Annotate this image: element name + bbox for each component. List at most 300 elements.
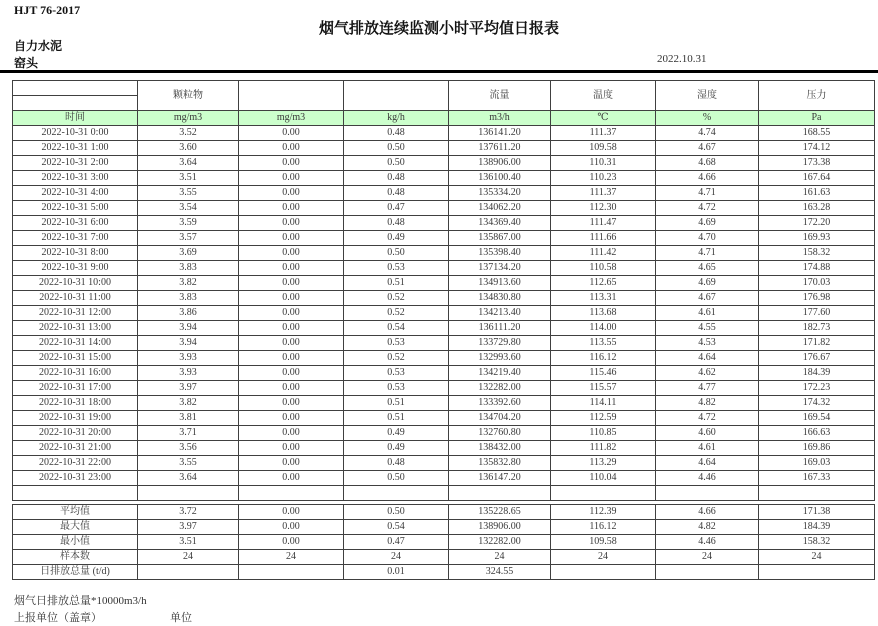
company-name: 自力水泥 [14,39,63,53]
value-cell: 24 [239,550,344,565]
value-cell: 115.57 [551,381,656,396]
value-cell: 173.38 [759,156,875,171]
value-cell: 4.46 [656,471,759,486]
value-cell: 0.54 [344,321,449,336]
time-cell: 2022-10-31 6:00 [13,216,138,231]
value-cell: 4.72 [656,201,759,216]
value-cell: 4.61 [656,441,759,456]
value-cell: 135228.65 [449,505,551,520]
table-row [13,186,875,201]
group-header-humidity: 湿度 [656,81,759,111]
value-cell: 4.46 [656,535,759,550]
time-cell: 2022-10-31 0:00 [13,126,138,141]
value-cell [656,486,759,501]
value-cell: 0.50 [344,156,449,171]
value-cell: 113.31 [551,291,656,306]
value-cell: 0.50 [344,505,449,520]
value-cell: 0.00 [239,441,344,456]
value-cell: 0.00 [239,306,344,321]
table-row [13,366,875,381]
value-cell: 4.69 [656,276,759,291]
value-cell: 0.49 [344,426,449,441]
value-cell: 0.50 [344,141,449,156]
value-cell: 3.54 [138,201,239,216]
hourly-data-table [12,80,875,501]
value-cell: 171.38 [759,505,875,520]
table-row [13,565,875,580]
value-cell: 110.31 [551,156,656,171]
value-cell: 4.60 [656,426,759,441]
value-cell: 0.00 [239,520,344,535]
value-cell: 0.00 [239,426,344,441]
value-cell: 0.53 [344,261,449,276]
value-cell: 110.04 [551,471,656,486]
value-cell: 0.48 [344,126,449,141]
value-cell: 135398.40 [449,246,551,261]
value-cell: 137611.20 [449,141,551,156]
value-cell: 134213.40 [449,306,551,321]
corner-cell-bottom [13,96,138,111]
value-cell: 0.51 [344,276,449,291]
daily-total-note: 烟气日排放总量*10000m3/h [14,595,147,607]
value-cell: 0.00 [239,261,344,276]
value-cell [656,565,759,580]
value-cell: 116.12 [551,351,656,366]
value-cell: 0.54 [344,520,449,535]
value-cell: 4.66 [656,171,759,186]
value-cell: 182.73 [759,321,875,336]
value-cell: 0.00 [239,351,344,366]
corner-cell-top [13,81,138,96]
value-cell: 115.46 [551,366,656,381]
unit-mg: mg/m3 [239,111,344,126]
value-cell: 132282.00 [449,381,551,396]
value-cell: 134219.40 [449,366,551,381]
value-cell: 111.47 [551,216,656,231]
value-cell: 109.58 [551,141,656,156]
group-header-temperature: 温度 [551,81,656,111]
value-cell: 174.88 [759,261,875,276]
value-cell: 0.00 [239,231,344,246]
value-cell: 3.94 [138,336,239,351]
value-cell: 3.55 [138,186,239,201]
group-header-pm: 颗粒物 [138,81,239,111]
value-cell: 0.51 [344,411,449,426]
value-cell: 134704.20 [449,411,551,426]
value-cell: 24 [759,550,875,565]
value-cell [239,565,344,580]
table-row [13,321,875,336]
unit-m3h: m3/h [449,111,551,126]
unit-celsius: ℃ [551,111,656,126]
value-cell: 24 [656,550,759,565]
value-cell: 3.86 [138,306,239,321]
value-cell: 114.11 [551,396,656,411]
value-cell: 3.52 [138,126,239,141]
time-cell: 2022-10-31 16:00 [13,366,138,381]
value-cell: 0.48 [344,186,449,201]
value-cell: 4.61 [656,306,759,321]
value-cell: 184.39 [759,366,875,381]
value-cell: 172.20 [759,216,875,231]
table-row [13,535,875,550]
unit-pa: Pa [759,111,875,126]
value-cell: 113.29 [551,456,656,471]
value-cell: 113.55 [551,336,656,351]
value-cell: 4.62 [656,366,759,381]
units-header-row [13,111,875,126]
value-cell: 0.48 [344,456,449,471]
time-cell: 2022-10-31 1:00 [13,141,138,156]
time-cell: 2022-10-31 19:00 [13,411,138,426]
value-cell: 171.82 [759,336,875,351]
time-cell: 2022-10-31 23:00 [13,471,138,486]
value-cell: 166.63 [759,426,875,441]
value-cell: 109.58 [551,535,656,550]
value-cell: 112.65 [551,276,656,291]
summary-label-cell: 最小值 [13,535,138,550]
value-cell: 4.71 [656,186,759,201]
value-cell: 3.94 [138,321,239,336]
time-cell: 2022-10-31 10:00 [13,276,138,291]
value-cell: 136111.20 [449,321,551,336]
value-cell: 0.00 [239,336,344,351]
value-cell: 4.82 [656,396,759,411]
value-cell: 0.50 [344,246,449,261]
value-cell: 0.00 [239,246,344,261]
value-cell: 0.53 [344,381,449,396]
table-row [13,201,875,216]
value-cell: 110.23 [551,171,656,186]
value-cell: 0.00 [239,276,344,291]
value-cell: 0.49 [344,441,449,456]
value-cell: 132282.00 [449,535,551,550]
table-row [13,550,875,565]
table-row [13,456,875,471]
value-cell: 0.00 [239,141,344,156]
value-cell: 133392.60 [449,396,551,411]
value-cell: 0.00 [239,471,344,486]
value-cell [759,565,875,580]
value-cell: 0.52 [344,291,449,306]
value-cell: 4.65 [656,261,759,276]
value-cell: 4.64 [656,351,759,366]
value-cell: 24 [551,550,656,565]
time-cell: 2022-10-31 2:00 [13,156,138,171]
value-cell [449,486,551,501]
value-cell: 136147.20 [449,471,551,486]
value-cell: 170.03 [759,276,875,291]
value-cell: 24 [344,550,449,565]
report-date: 2022.10.31 [657,53,707,65]
value-cell: 0.00 [239,216,344,231]
value-cell: 112.59 [551,411,656,426]
value-cell: 0.00 [239,201,344,216]
table-row [13,441,875,456]
value-cell: 0.52 [344,351,449,366]
value-cell: 4.74 [656,126,759,141]
value-cell: 3.93 [138,351,239,366]
value-cell: 110.85 [551,426,656,441]
table-row [13,471,875,486]
value-cell: 0.00 [239,291,344,306]
value-cell: 3.97 [138,520,239,535]
value-cell: 3.83 [138,291,239,306]
group-header-blank-2 [344,81,449,111]
value-cell: 135334.20 [449,186,551,201]
value-cell: 184.39 [759,520,875,535]
value-cell: 138906.00 [449,520,551,535]
value-cell: 4.53 [656,336,759,351]
table-row [13,276,875,291]
value-cell: 116.12 [551,520,656,535]
time-cell: 2022-10-31 21:00 [13,441,138,456]
data-rows [13,126,875,501]
group-header-flow: 流量 [449,81,551,111]
table-row [13,381,875,396]
summary-label-cell: 平均值 [13,505,138,520]
value-cell [138,486,239,501]
time-cell: 2022-10-31 14:00 [13,336,138,351]
time-cell: 2022-10-31 11:00 [13,291,138,306]
value-cell [344,486,449,501]
value-cell: 0.53 [344,366,449,381]
value-cell: 0.47 [344,201,449,216]
value-cell: 4.66 [656,505,759,520]
value-cell: 4.82 [656,520,759,535]
value-cell: 4.72 [656,411,759,426]
summary-table [12,504,875,580]
value-cell: 0.00 [239,535,344,550]
time-cell: 2022-10-31 22:00 [13,456,138,471]
report-unit-label: 上报单位（盖章） [14,612,102,624]
table-row [13,396,875,411]
value-cell: 0.00 [239,321,344,336]
value-cell [551,486,656,501]
value-cell: 176.98 [759,291,875,306]
time-cell: 2022-10-31 18:00 [13,396,138,411]
value-cell: 132993.60 [449,351,551,366]
time-cell: 2022-10-31 4:00 [13,186,138,201]
value-cell: 3.64 [138,471,239,486]
value-cell: 3.51 [138,171,239,186]
value-cell: 3.57 [138,231,239,246]
time-cell [13,486,138,501]
standard-label: HJT 76-2017 [14,3,81,17]
value-cell: 169.86 [759,441,875,456]
summary-rows [13,505,875,580]
value-cell: 4.70 [656,231,759,246]
time-cell: 2022-10-31 5:00 [13,201,138,216]
value-cell: 3.83 [138,261,239,276]
time-cell: 2022-10-31 12:00 [13,306,138,321]
table-row [13,261,875,276]
value-cell: 0.00 [239,366,344,381]
value-cell: 158.32 [759,246,875,261]
value-cell: 3.55 [138,456,239,471]
summary-label-cell: 最大值 [13,520,138,535]
table-row [13,156,875,171]
value-cell: 111.37 [551,186,656,201]
value-cell: 111.37 [551,126,656,141]
value-cell: 3.82 [138,276,239,291]
value-cell: 4.64 [656,456,759,471]
value-cell: 24 [138,550,239,565]
value-cell: 167.64 [759,171,875,186]
value-cell: 112.30 [551,201,656,216]
value-cell: 174.12 [759,141,875,156]
value-cell: 138906.00 [449,156,551,171]
value-cell: 3.56 [138,441,239,456]
value-cell: 0.51 [344,396,449,411]
value-cell: 161.63 [759,186,875,201]
value-cell: 0.53 [344,336,449,351]
value-cell: 0.00 [239,411,344,426]
value-cell: 3.60 [138,141,239,156]
value-cell: 4.67 [656,141,759,156]
value-cell: 138432.00 [449,441,551,456]
table-row [13,411,875,426]
value-cell: 4.77 [656,381,759,396]
value-cell: 134913.60 [449,276,551,291]
summary-label-cell: 日排放总量 (t/d) [13,565,138,580]
value-cell: 0.01 [344,565,449,580]
table-row [13,520,875,535]
table-row [13,126,875,141]
time-cell: 2022-10-31 7:00 [13,231,138,246]
group-header-row-top [13,81,875,96]
table-row [13,505,875,520]
summary-label-cell: 样本数 [13,550,138,565]
value-cell: 4.55 [656,321,759,336]
value-cell: 111.82 [551,441,656,456]
value-cell: 4.67 [656,291,759,306]
value-cell [551,565,656,580]
station-name: 窑头 [14,56,39,70]
value-cell: 0.00 [239,126,344,141]
value-cell: 4.69 [656,216,759,231]
value-cell: 24 [449,550,551,565]
value-cell: 168.55 [759,126,875,141]
value-cell: 0.00 [239,456,344,471]
value-cell: 110.58 [551,261,656,276]
value-cell: 3.69 [138,246,239,261]
group-header-pressure: 压力 [759,81,875,111]
value-cell: 0.48 [344,171,449,186]
value-cell: 174.32 [759,396,875,411]
time-cell: 2022-10-31 20:00 [13,426,138,441]
value-cell: 134830.80 [449,291,551,306]
value-cell: 0.52 [344,306,449,321]
value-cell: 135867.00 [449,231,551,246]
value-cell: 134062.20 [449,201,551,216]
table-row [13,231,875,246]
value-cell: 133729.80 [449,336,551,351]
page-title: 烟气排放连续监测小时平均值日报表 [318,21,559,37]
table-row [13,336,875,351]
table-row [13,246,875,261]
value-cell: 0.00 [239,186,344,201]
value-cell: 0.00 [239,396,344,411]
value-cell: 113.68 [551,306,656,321]
value-cell: 169.54 [759,411,875,426]
value-cell: 172.23 [759,381,875,396]
value-cell: 0.00 [239,505,344,520]
value-cell: 3.59 [138,216,239,231]
value-cell: 3.93 [138,366,239,381]
value-cell [239,486,344,501]
table-row [13,426,875,441]
value-cell: 324.55 [449,565,551,580]
value-cell: 136141.20 [449,126,551,141]
unit-percent: % [656,111,759,126]
header-divider-rule [0,70,878,73]
table-row [13,171,875,186]
value-cell: 169.93 [759,231,875,246]
value-cell: 132760.80 [449,426,551,441]
time-header: 时间 [13,111,138,126]
value-cell: 177.60 [759,306,875,321]
value-cell: 0.48 [344,216,449,231]
value-cell [138,565,239,580]
unit-pm-mg: mg/m3 [138,111,239,126]
value-cell: 158.32 [759,535,875,550]
unit-label: 单位 [170,612,192,624]
value-cell: 136100.40 [449,171,551,186]
group-header-blank-1 [239,81,344,111]
time-cell: 2022-10-31 9:00 [13,261,138,276]
value-cell: 3.64 [138,156,239,171]
value-cell: 137134.20 [449,261,551,276]
value-cell: 0.00 [239,156,344,171]
value-cell: 4.68 [656,156,759,171]
value-cell: 112.39 [551,505,656,520]
value-cell: 0.00 [239,171,344,186]
value-cell: 3.81 [138,411,239,426]
value-cell: 3.82 [138,396,239,411]
time-cell: 2022-10-31 17:00 [13,381,138,396]
value-cell: 163.28 [759,201,875,216]
time-cell: 2022-10-31 13:00 [13,321,138,336]
time-cell: 2022-10-31 3:00 [13,171,138,186]
value-cell: 4.71 [656,246,759,261]
value-cell [759,486,875,501]
value-cell: 176.67 [759,351,875,366]
time-cell: 2022-10-31 8:00 [13,246,138,261]
value-cell: 134369.40 [449,216,551,231]
value-cell: 3.51 [138,535,239,550]
unit-kgh: kg/h [344,111,449,126]
value-cell: 3.72 [138,505,239,520]
value-cell: 111.66 [551,231,656,246]
table-row [13,486,875,501]
value-cell: 135832.80 [449,456,551,471]
table-row [13,141,875,156]
table-row [13,216,875,231]
value-cell: 0.49 [344,231,449,246]
value-cell: 3.97 [138,381,239,396]
time-cell: 2022-10-31 15:00 [13,351,138,366]
table-row [13,351,875,366]
value-cell: 111.42 [551,246,656,261]
value-cell: 169.03 [759,456,875,471]
value-cell: 3.71 [138,426,239,441]
value-cell: 0.00 [239,381,344,396]
value-cell: 0.47 [344,535,449,550]
value-cell: 0.50 [344,471,449,486]
value-cell: 114.00 [551,321,656,336]
table-row [13,291,875,306]
